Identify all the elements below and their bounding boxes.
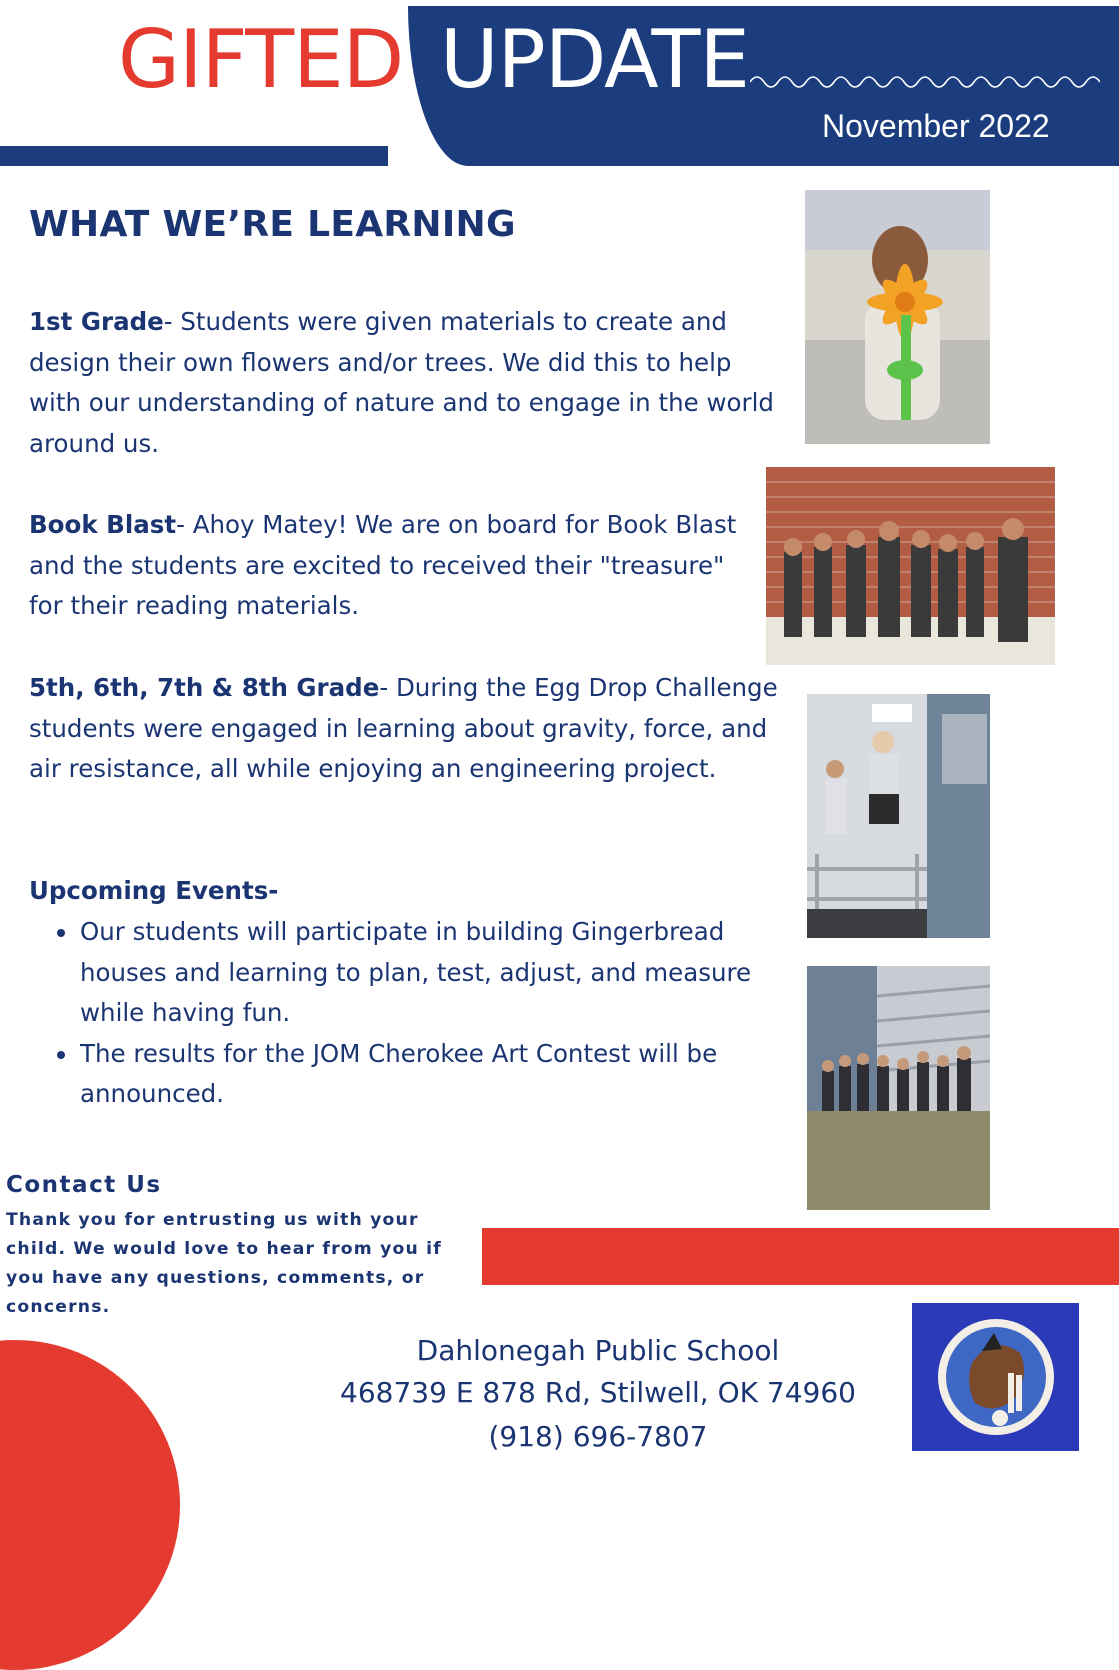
section-heading: WHAT WE’RE LEARNING bbox=[29, 204, 516, 245]
photo-egg-drop-bleachers bbox=[807, 694, 990, 938]
wave-decoration bbox=[750, 70, 1100, 94]
issue-date: November 2022 bbox=[822, 108, 1050, 144]
paragraph-label: Book Blast bbox=[29, 510, 177, 539]
school-logo-icon bbox=[912, 1303, 1079, 1451]
events-list bbox=[55, 912, 775, 1115]
photo-flower-craft bbox=[805, 190, 990, 444]
event-item: Our students will participate in building Gingerbread houses and learning to plan, test, adjust, and measure while having fun. bbox=[55, 912, 775, 1034]
title-update: UPDATE bbox=[440, 13, 749, 106]
school-phone: (918) 696-7807 bbox=[488, 1420, 708, 1453]
events-heading: Upcoming Events- bbox=[29, 876, 279, 905]
paragraph-book-blast bbox=[29, 505, 749, 627]
paragraph-text: - During the Egg Drop Challenge students were engaged in learning about gravity, force, and air resistance, all while enjoying an engineering project. bbox=[29, 673, 778, 784]
paragraph-egg-drop bbox=[29, 668, 789, 790]
paragraph-label: 1st Grade bbox=[29, 307, 164, 336]
paragraph-text: - Students were given materials to create and design their own flowers and/or trees. We did this to help with our understanding of nature and to engage in the world around us. bbox=[29, 307, 774, 458]
paragraph-text: - Ahoy Matey! We are on board for Book Blast and the students are excited to received their "treasure" for their reading materials. bbox=[29, 510, 737, 621]
paragraph-1st-grade bbox=[29, 302, 789, 464]
event-item: The results for the JOM Cherokee Art Contest will be announced. bbox=[55, 1034, 775, 1115]
red-corner-shape bbox=[0, 1340, 180, 1670]
header-accent-bar bbox=[0, 146, 388, 166]
paragraph-label: 5th, 6th, 7th & 8th Grade bbox=[29, 673, 380, 702]
title-gifted: GIFTED bbox=[118, 13, 404, 106]
contact-heading: Contact Us bbox=[6, 1172, 162, 1198]
photo-egg-drop-group bbox=[807, 966, 990, 1210]
photo-book-blast-group bbox=[766, 467, 1055, 665]
school-name: Dahlonegah Public School bbox=[416, 1334, 780, 1367]
red-accent-bar bbox=[482, 1228, 1119, 1285]
school-address: 468739 E 878 Rd, Stilwell, OK 74960 bbox=[340, 1376, 856, 1409]
contact-text: Thank you for entrusting us with your child. We would love to hear from you if you have any questions, comments, or concerns. bbox=[6, 1210, 442, 1317]
